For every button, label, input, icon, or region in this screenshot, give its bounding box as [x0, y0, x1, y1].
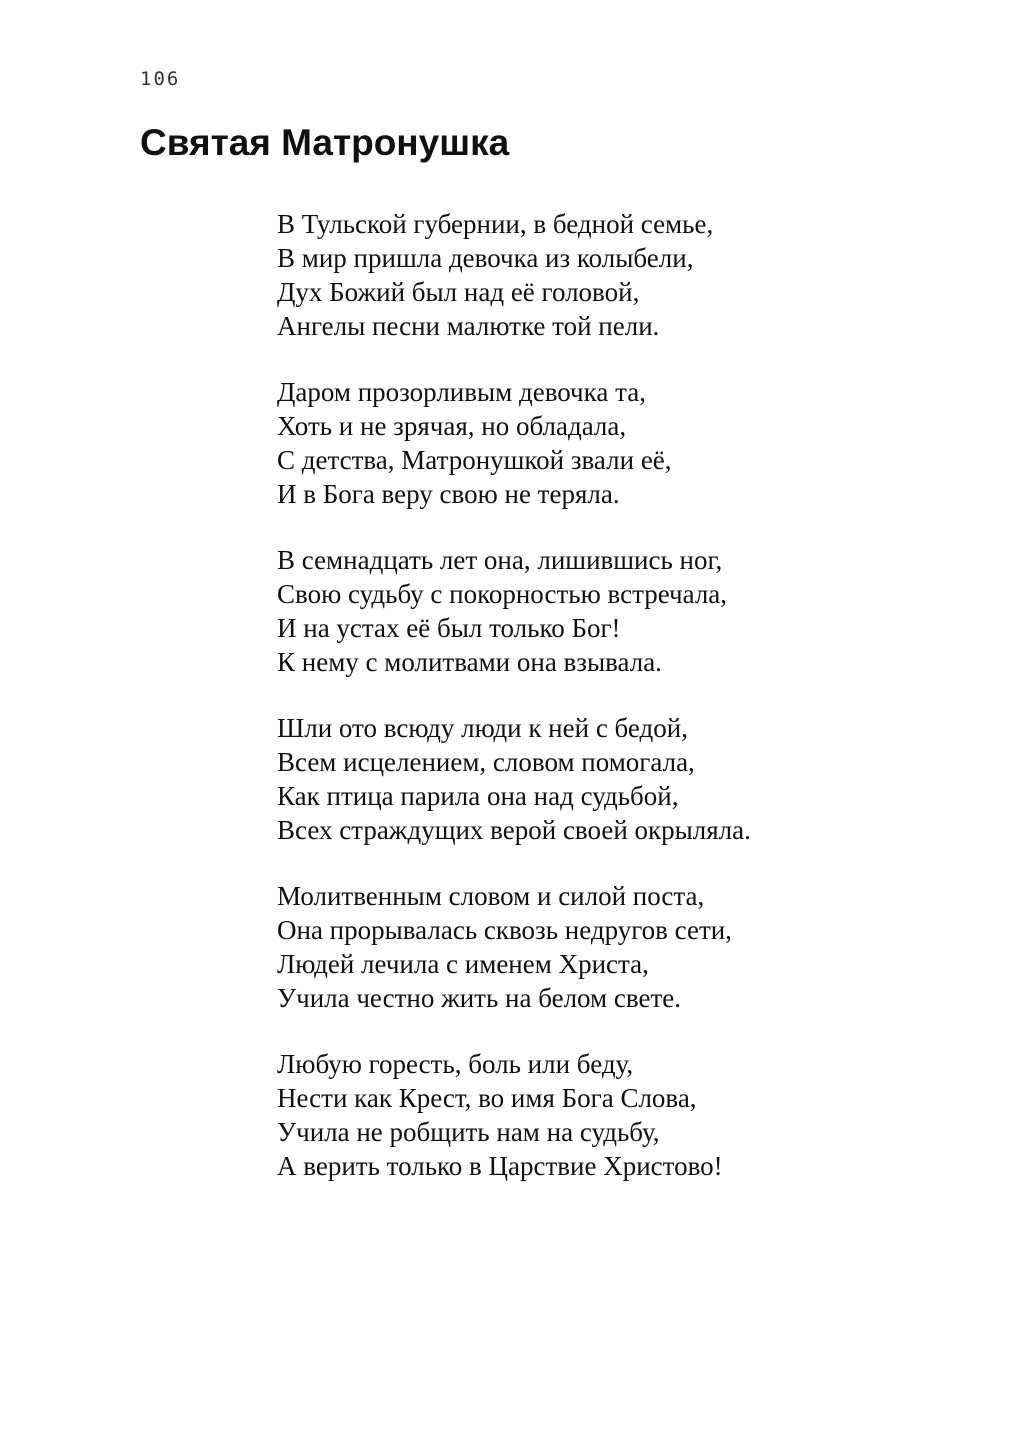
stanza-4: [277, 711, 977, 847]
poem-line: Нести как Крест, во имя Бога Слова,: [277, 1083, 697, 1113]
poem-line: Свою судьбу с покорностью встречала,: [277, 579, 728, 609]
poem-line: И на устах её был только Бог!: [277, 613, 621, 643]
poem-line: В Тульской губернии, в бедной семье,: [277, 209, 714, 239]
poem-line: В семнадцать лет она, лишившись ног,: [277, 545, 723, 575]
poem-line: Даром прозорливым девочка та,: [277, 377, 646, 407]
stanza-6: [277, 1047, 977, 1183]
poem-line: Как птица парила она над судьбой,: [277, 781, 679, 811]
poem-line: Шли ото всюду люди к ней с бедой,: [277, 713, 688, 743]
poem-title: Святая Матронушка: [140, 122, 510, 163]
poem-line: Всем исцелением, словом помогала,: [277, 747, 695, 777]
poem-line: Любую горесть, боль или беду,: [277, 1049, 634, 1079]
poem-line: Всех страждущих верой своей окрыляла.: [277, 815, 751, 845]
poem-line: Она прорывалась сквозь недругов сети,: [277, 915, 732, 945]
stanza-1: [277, 207, 977, 343]
poem-line: Ангелы песни малютке той пели.: [277, 311, 660, 341]
poem-line: Молитвенным словом и силой поста,: [277, 881, 705, 911]
poem-line: Дух Божий был над её головой,: [277, 277, 640, 307]
page-number: 106: [140, 68, 181, 90]
stanza-2: [277, 375, 977, 511]
poem-line: И в Бога веру свою не теряла.: [277, 479, 620, 509]
poem-line: Учила честно жить на белом свете.: [277, 983, 681, 1013]
poem-line: В мир пришла девочка из колыбели,: [277, 243, 694, 273]
poem-line: С детства, Матронушкой звали её,: [277, 445, 672, 475]
poem-body: [277, 207, 977, 1215]
poem-line: Учила не робщить нам на судьбу,: [277, 1117, 660, 1147]
poem-line: Людей лечила с именем Христа,: [277, 949, 649, 979]
poem-line: К нему с молитвами она взывала.: [277, 647, 662, 677]
poem-line: Хоть и не зрячая, но обладала,: [277, 411, 627, 441]
stanza-3: [277, 543, 977, 679]
poem-line: А верить только в Царствие Христово!: [277, 1151, 723, 1181]
stanza-5: [277, 879, 977, 1015]
